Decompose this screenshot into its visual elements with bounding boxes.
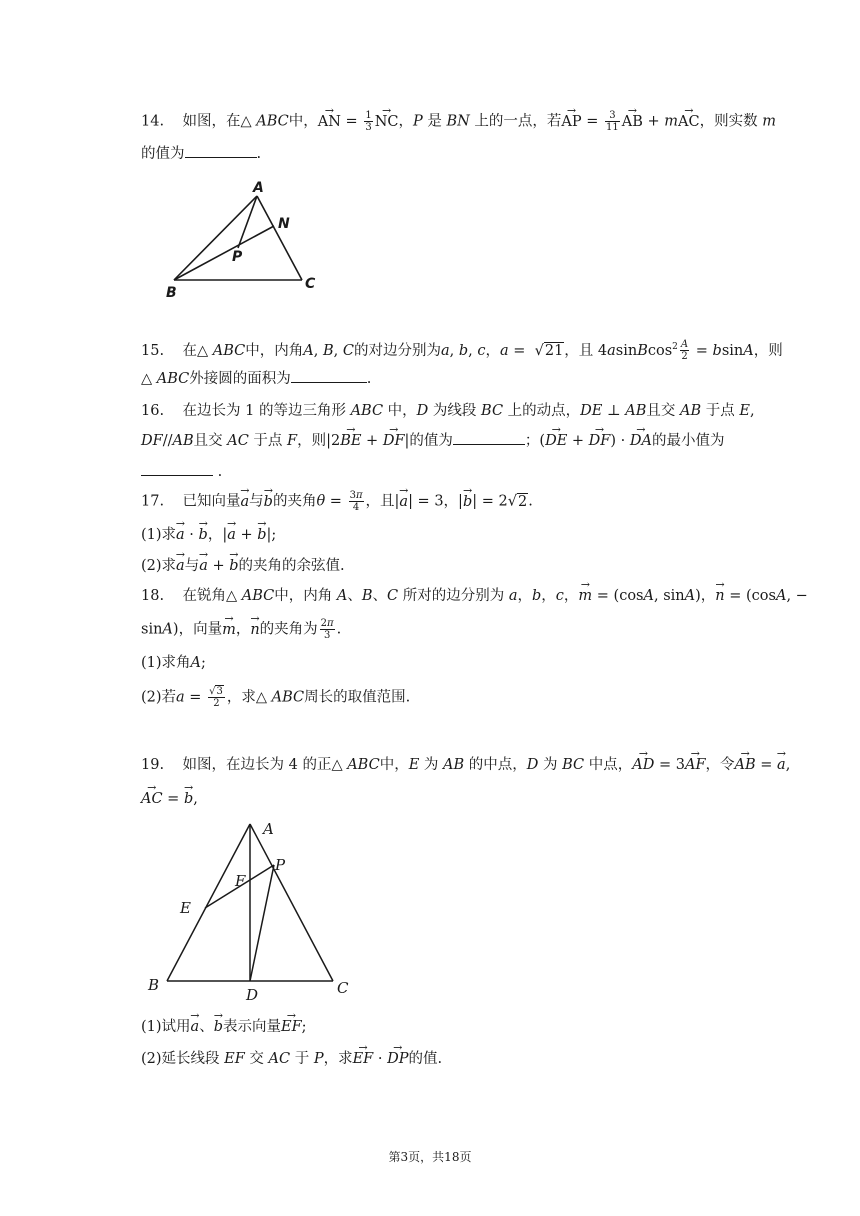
q14-label-p: P bbox=[232, 249, 243, 265]
q14-label-b: B bbox=[166, 285, 177, 301]
q19-label-d: D bbox=[246, 986, 259, 1004]
q19-part2: (2)延长线段 EF 交 AC 于 P，求→ EF · → DP的值. bbox=[141, 1048, 442, 1070]
answer-blank[interactable] bbox=[185, 143, 257, 158]
q16-line1: 16. 在边长为 1 的等边三角形 ABC 中，D 为线段 BC 上的动点，DE ⊥ AB且交 AB 于点 E, bbox=[141, 403, 755, 419]
q19-label-f: F bbox=[235, 872, 246, 890]
q18-line2: sinA)，向量→ m，→ n的夹角为 $\frac{2\pi}{3}$ . bbox=[141, 618, 341, 641]
q19-label-p: P bbox=[275, 856, 286, 874]
q19-line1: 19. 如图，在边长为 4 的正△ ABC中，E 为 AB 的中点，D 为 BC 中点，→ AD = 3→ AF，令→ AB = → a, bbox=[141, 754, 790, 776]
q14-line1: 14. 如图，在△ ABC中，→ AN = $\frac{1}{3}$ → NC，P 是 BN 上的一点，若→ AP = $\frac{3}{11}$ → AB + m→ AC，则实数 m bbox=[141, 110, 776, 133]
q16-number: 16. bbox=[141, 403, 165, 419]
q18-part2: (2)若a = $\frac{√3}{2}$ ，求△ ABC周长的取值范围. bbox=[141, 686, 411, 709]
q19-line2: → AC = → b, bbox=[141, 788, 198, 810]
q19-label-e: E bbox=[180, 899, 191, 917]
q14-triangle-figure bbox=[160, 178, 330, 303]
q14-line2: 的值为 . bbox=[141, 143, 261, 165]
answer-blank[interactable] bbox=[453, 430, 525, 445]
q14-label-a: A bbox=[253, 180, 264, 196]
q17-part2: (2)求→ a与→ a + → b的夹角的余弦值. bbox=[141, 555, 345, 577]
page-footer: 第3页，共18页 bbox=[388, 1150, 472, 1164]
q19-number: 19. bbox=[141, 757, 165, 773]
q18-number: 18. bbox=[141, 588, 165, 604]
answer-blank[interactable] bbox=[141, 461, 213, 476]
q15-line1: 15. 在△ ABC中，内角A, B, C的对边分别为a, b, c，a = √21，且 4asinBcos$^2$ $\frac{A}{2}$ = bsinA，则 bbox=[141, 339, 783, 363]
q18-part1: (1)求角A; bbox=[141, 655, 206, 671]
q16-line2: DF//AB且交 AC 于点 F，则|2→ BE + → DF|的值为 ；(→ DE + → DF) · → DA的最小值为 bbox=[141, 430, 724, 452]
q17-number: 17. bbox=[141, 493, 165, 510]
q17-part1: (1)求→ a · → b，|→ a + → b|; bbox=[141, 524, 276, 546]
q19-label-a: A bbox=[263, 820, 274, 838]
q15-line2: △ ABC外接圆的面积为 . bbox=[141, 368, 371, 390]
q14-number: 14. bbox=[141, 113, 165, 130]
q19-label-b: B bbox=[148, 976, 160, 994]
q19-triangle-figure bbox=[140, 812, 360, 1007]
q19-label-c: C bbox=[337, 979, 349, 997]
q15-number: 15. bbox=[141, 342, 165, 359]
q14-label-n: N bbox=[278, 216, 290, 232]
q18-line1: 18. 在锐角△ ABC中，内角 A、B、C 所对的边分别为 a，b，c，→ m = (cosA, sinA)，→ n = (cosA, − bbox=[141, 585, 808, 607]
answer-blank[interactable] bbox=[291, 368, 367, 383]
q14-label-c: C bbox=[305, 276, 316, 292]
q17-line1: 17. 已知向量→ a与→ b的夹角θ = $\frac{3\pi}{4}$ ，且|→ a| = 3，|→ b| = 2√2. bbox=[141, 490, 533, 513]
q19-part1: (1)试用→ a、→ b表示向量→ EF; bbox=[141, 1016, 307, 1038]
q16-line3: . bbox=[141, 461, 222, 483]
